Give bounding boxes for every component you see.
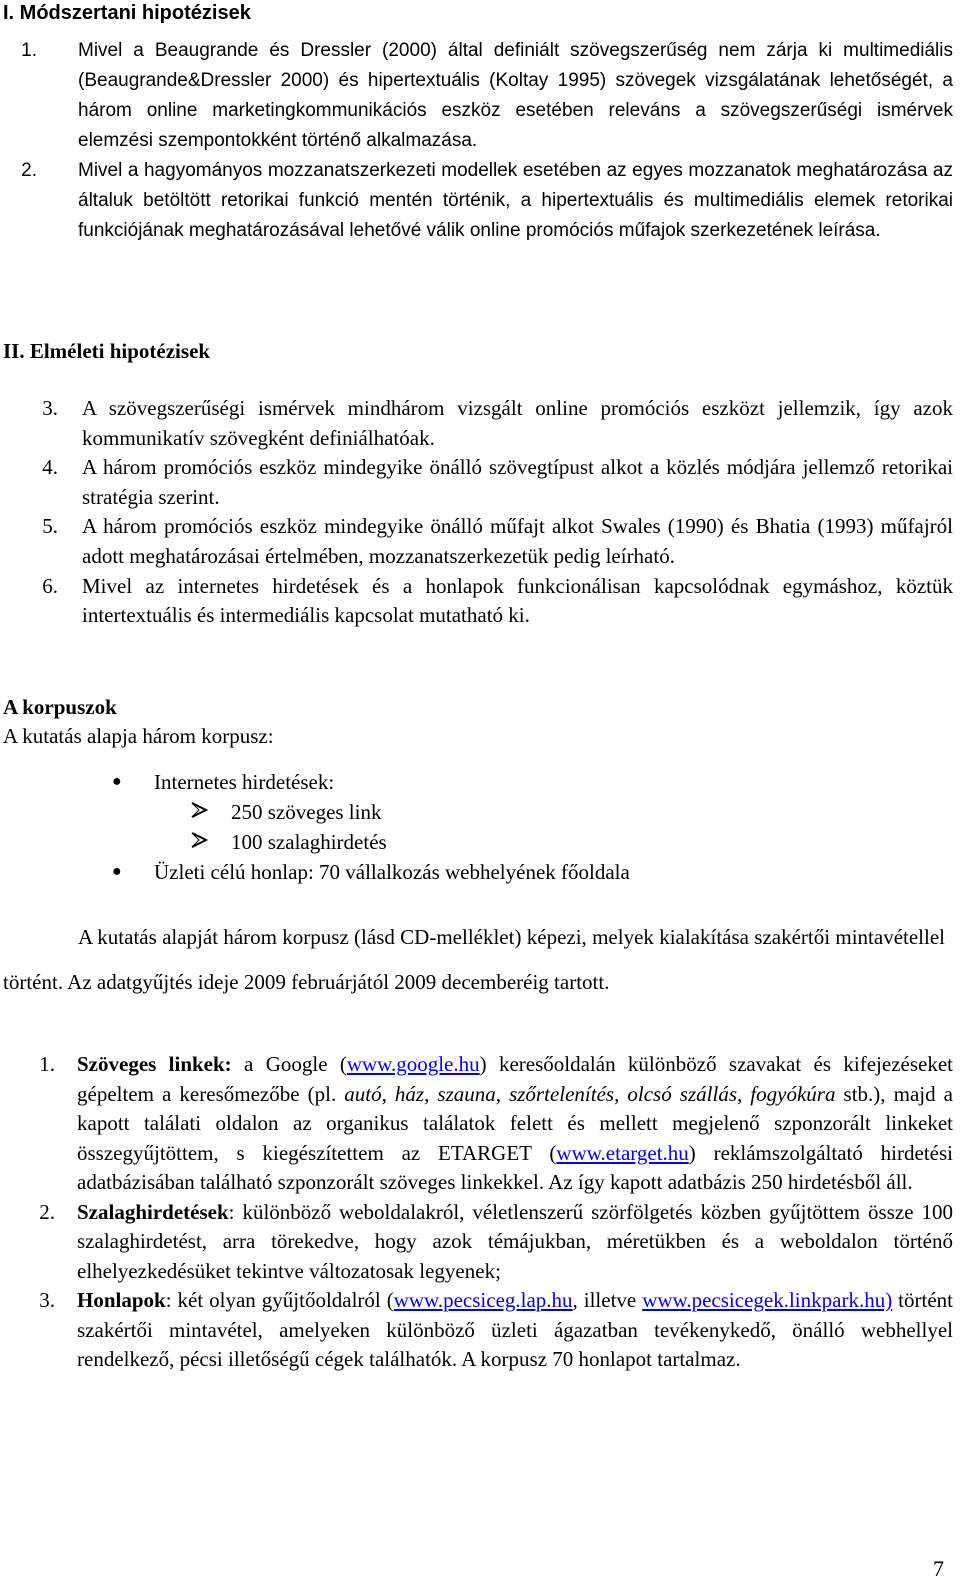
arrow-bullet-icon [189,827,231,857]
text-segment: a Google ( [231,1052,347,1076]
list-item [3,1050,953,1198]
sub-bullet-text: 100 szalaghirdetés [231,830,387,854]
item-number: 2. [39,1199,55,1224]
sub-bullet-item [189,797,630,827]
list-item [3,394,953,453]
list-item [3,512,953,571]
arrow-bullet-icon [189,797,231,827]
corpora-paragraph [3,915,945,1005]
bullet-dot-icon: ● [112,773,122,790]
item-text: Mivel az internetes hirdetések és a honlapok funkcionálisan kapcsolódnak egymáshoz, köztük intertextuális és intermediális kapcsolat mutatható ki. [82,573,953,628]
bullet-dot-icon: ● [112,863,122,880]
theoretical-heading: II. Elméleti hipotézisek [3,339,211,363]
bullet-item [112,857,630,887]
text-segment: történt szakértői mintavétel, amelyeken különböző üzleti ágazatban tevékenykedő, önálló webhellyel rendelkező, pécsi illetőségű cégek találhatók. A korpusz 70 honlapot tartalmaz. [77,1288,953,1371]
item-text: Mivel a hagyományos mozzanatszerkezeti modellek esetében az egyes mozzanatok meghatározása az általuk betöltött retorikai funkció mentén történik, a hipertextuális és multimediális elemek retorikai funkciójának meghatározásával lehetővé válik online promóciós műfajok szerkezetének leírása. [78,160,953,241]
google-link[interactable]: www.google.hu [346,1052,480,1076]
bullet-text: Internetes hirdetések: [154,770,335,794]
sub-bullet-item [189,827,630,857]
item-number: 6. [42,573,58,598]
item-number: 4. [42,455,58,480]
item-number: 1. [39,1052,55,1076]
item-text: A három promóciós eszköz mindegyike önálló műfajt alkot Swales (1990) és Bhatia (1993) műfajról adott meghatározásai értelmében, mozzanatszerkezetük pedig leírható. [82,514,953,568]
methodological-list [3,36,953,246]
item-label: Szalaghirdetések [77,1199,229,1224]
text-segment: ) keresőoldalán különböző szavakat és kifejezéseket gépeltem a keresőmezőbe (pl. [77,1052,953,1106]
list-item [3,156,953,246]
item-text [77,1050,953,1198]
examples-text: autó, ház, szauna, szőrtelenítés, olcsó szállás, fogyókúra [344,1081,836,1106]
list-item [3,453,953,512]
list-item [3,1286,953,1375]
bullet-text: Üzleti célú honlap: 70 vállalkozás webhelyének főoldala [154,860,630,884]
item-label: Honlapok [77,1288,166,1312]
theoretical-list [3,394,953,631]
item-text: A három promóciós eszköz mindegyike önálló szövegtípust alkot a közlés módjára jellemző retorikai stratégia szerint. [82,455,953,509]
text-segment: ) reklámszolgáltató hirdetési adatbázisában található szponzorált szöveges linkekkel. Az így kapott adatbázis 250 hirdetésből áll. [77,1140,953,1194]
item-number: 1. [21,40,37,61]
bullet-item [112,767,630,797]
list-item [3,36,953,156]
list-item [3,572,953,631]
text-segment: stb.), majd a kapott találati oldalon az organikus találatok felett és mellett megjelenő szponzorált linkeket összegyűjtöttem, s kiegészítettem az ETARGET ( [77,1081,953,1165]
corpora-title: A korpuszok [3,695,117,719]
item-number: 3. [42,396,58,420]
sources-list [3,1050,953,1375]
item-number: 2. [21,160,37,181]
item-text: A szövegszerűségi ismérvek mindhárom vizsgált online promóciós eszközt jellemzik, így azok kommunikatív szövegként definiálhatóak. [82,396,953,450]
corpora-bullet-list [112,767,630,887]
corpora-intro: A kutatás alapja három korpusz: [3,724,274,748]
etarget-link[interactable]: www.etarget.hu [556,1140,689,1165]
pecsiceg-link[interactable]: www.pecsiceg.lap.hu [393,1288,573,1312]
list-item [3,1198,953,1287]
item-number: 3. [39,1288,55,1312]
item-text [77,1286,953,1375]
item-text [77,1198,953,1287]
text-segment: : különböző weboldalakról, véletlenszerű szörfölgetés közben gyűjtöttem össze 100 szalaghirdetést, arra törekedve, hogy azok témájukban, méretükben és a weboldalon történő elhelyezkedésüket tekintve változatosak legyenek; [77,1199,953,1283]
methodological-heading: I. Módszertani hipotézisek [3,2,251,24]
page-number: 7 [933,1556,944,1581]
text-segment: : két olyan gyűjtőoldalról ( [165,1288,394,1312]
paragraph-text: A kutatás alapját három korpusz (lásd CD-melléklet) képezi, melyek kialakítása szakértői mintavétellel történt. Az adatgyűjtés ideje 2009 februárjától 2009 decemberéig tartott. [3,925,945,994]
item-number: 5. [42,514,58,539]
item-label: Szöveges linkek: [77,1052,232,1076]
text-segment: , illetve [572,1288,643,1312]
sub-bullet-text: 250 szöveges link [231,800,382,824]
item-text: Mivel a Beaugrande és Dressler (2000) által definiált szövegszerűség nem zárja ki multimediális (Beaugrande&Dressler 2000) és hipertextuális (Koltay 1995) szövegek vizsgálatának lehetőségét, a három online marketingkommunikációs eszköz esetében releváns a szövegszerűségi ismérvek elemzési szempontokként történő alkalmazása. [78,40,953,151]
pecsicegek-link[interactable]: www.pecsicegek.linkpark.hu) [642,1288,893,1312]
